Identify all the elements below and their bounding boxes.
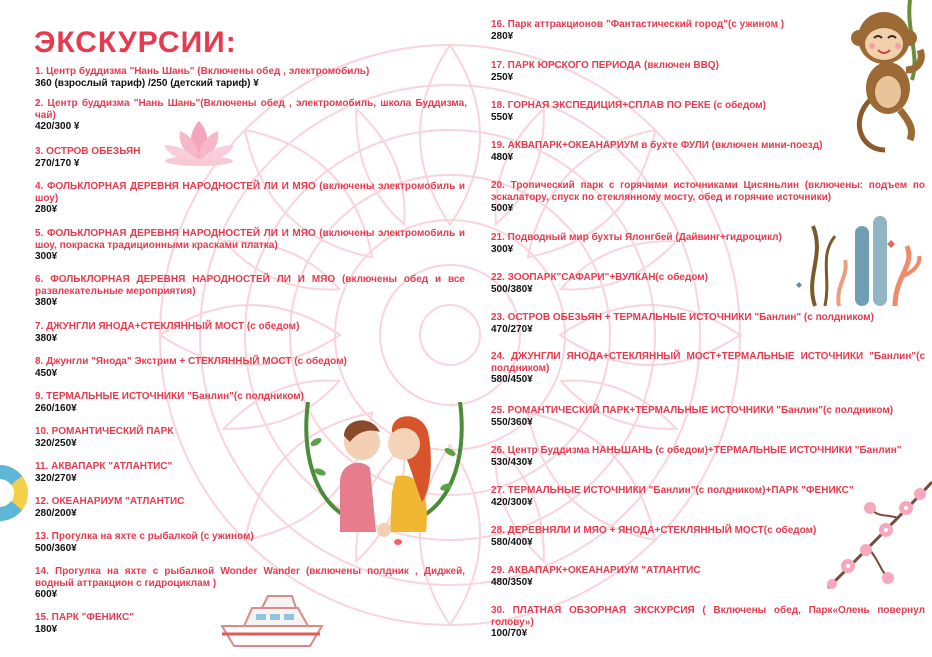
excursion-name: 8. Джунгли "Янода" Экстрим + СТЕКЛЯННЫЙ МОСТ (с обедом): [35, 356, 347, 367]
excursion-name: 25. РОМАНТИЧЕСКИЙ ПАРК+ТЕРМАЛЬНЫЕ ИСТОЧНИКИ "Банлин"(с полдником): [491, 405, 894, 416]
excursion-name: 30. ПЛАТНАЯ ОБЗОРНАЯ ЭКСКУРСИЯ ( Включены обед, Парк«Олень повернул голову»): [491, 605, 925, 628]
list-item: [35, 228, 465, 263]
list-item: [35, 321, 465, 345]
coral-icon: [795, 206, 925, 310]
excursion-name: 18. ГОРНАЯ ЭКСПЕДИЦИЯ+СПЛАВ ПО РЕКЕ (с обедом): [491, 100, 766, 111]
excursion-price: 500/360¥: [35, 542, 77, 554]
excursion-name: 15. ПАРК "ФЕНИКС": [35, 612, 134, 623]
excursion-price: 470/270¥: [491, 323, 533, 335]
excursion-price: 320/270¥: [35, 472, 77, 484]
excursion-name: 10. РОМАНТИЧЕСКИЙ ПАРК: [35, 426, 174, 437]
excursion-name: 2. Центр буддизма "Нань Шань"(Включены обед , электромобиль, школа Буддизма, чай): [35, 98, 467, 121]
swim-ring-icon: [0, 460, 32, 526]
list-item: [35, 274, 465, 309]
excursion-name: 12. ОКЕАНАРИУМ "АТЛАНТИС: [35, 496, 185, 507]
excursion-price: 300¥: [491, 243, 514, 255]
list-item: [491, 312, 925, 336]
sakura-branch-icon: [808, 478, 932, 598]
excursion-price: 600¥: [35, 589, 58, 600]
list-item: [35, 146, 465, 170]
excursion-price: 530/430¥: [491, 456, 533, 468]
excursion-name: 22. ЗООПАРК"САФАРИ"+ВУЛКАН(с обедом): [491, 272, 708, 283]
excursion-price: 280¥: [35, 204, 58, 215]
excursion-price: 550¥: [491, 111, 514, 123]
excursion-name: 14. Прогулка на яхте с рыбалкой Wonder Wander (включены полдник , Диджей, водный аттракцион с гидроциклам ): [35, 566, 465, 589]
list-item: [35, 66, 465, 90]
excursion-name: 13. Прогулка на яхте с рыбалкой (с ужином): [35, 531, 254, 542]
excursion-price: 480¥: [491, 151, 514, 163]
excursion-name: 24. ДЖУНГЛИ ЯНОДА+СТЕКЛЯННЫЙ МОСТ+ТЕРМАЛЬНЫЕ ИСТОЧНИКИ "Банлин"(с полдником): [491, 351, 925, 374]
excursion-price: 420/300¥: [491, 496, 533, 508]
monkey-icon: [840, 0, 932, 160]
excursion-name: 23. ОСТРОВ ОБЕЗЬЯН + ТЕРМАЛЬНЫЕ ИСТОЧНИКИ "Банлин" (с полдником): [491, 312, 874, 323]
excursion-price: 450¥: [35, 367, 58, 379]
excursion-name: 17. ПАРК ЮРСКОГО ПЕРИОДА (включен BBQ): [491, 60, 719, 71]
excursion-price: 270/170 ¥: [35, 157, 80, 169]
excursion-name: 11. АКВАПАРК "АТЛАНТИС": [35, 461, 173, 472]
excursion-price: 480/350¥: [491, 576, 533, 588]
excursion-price: 280/200¥: [35, 507, 77, 519]
excursion-price: 380¥: [35, 297, 58, 308]
excursion-price: 550/360¥: [491, 416, 533, 428]
excursion-name: 9. ТЕРМАЛЬНЫЕ ИСТОЧНИКИ "Банлин"(с полдником): [35, 391, 304, 402]
excursion-name: 19. АКВАПАРК+ОКЕАНАРИУМ в бухте ФУЛИ (включен мини-поезд): [491, 140, 823, 151]
lotus-icon: [158, 117, 240, 167]
excursion-price: 280¥: [491, 30, 514, 42]
excursion-price: 320/250¥: [35, 437, 77, 449]
excursion-name: 28. ДЕРЕВНЯЛИ И МЯО + ЯНОДА+СТЕКЛЯННЫЙ МОСТ(с обедом): [491, 525, 817, 536]
excursion-price: 500¥: [491, 203, 514, 214]
excursion-name: 7. ДЖУНГЛИ ЯНОДА+СТЕКЛЯННЫЙ МОСТ (с обедом): [35, 321, 300, 332]
excursion-name: 20. Тропический парк с горячими источниками Цисяньлин (включены: подъем по эскалатору, спуск по стеклянному мосту, обед и горячие источники): [491, 180, 925, 203]
excursion-name: 3. ОСТРОВ ОБЕЗЬЯН: [35, 146, 141, 157]
excursion-name: 1. Центр буддизма "Нань Шань" (Включены обед , электромобиль): [35, 66, 370, 77]
excursion-price: 260/160¥: [35, 402, 77, 414]
excursion-price: 500/380¥: [491, 283, 533, 295]
excursion-price: 420/300 ¥: [35, 121, 80, 132]
excursion-price: 100/70¥: [491, 628, 528, 639]
list-item: [491, 445, 925, 469]
list-item: [491, 351, 925, 386]
excursion-name: 26. Центр Буддизма НАНЬШАНЬ (с обедом)+ТЕРМАЛЬНЫЕ ИСТОЧНИКИ "Банлин": [491, 445, 902, 456]
list-item: [35, 356, 465, 380]
excursion-price: 580/400¥: [491, 536, 533, 548]
excursion-name: 21. Подводный мир бухты Ялонгбей (Дайвинг+гидроцикл): [491, 232, 782, 243]
list-item: [35, 98, 467, 133]
list-item: [35, 181, 465, 216]
excursion-name: 6. ФОЛЬКЛОРНАЯ ДЕРЕВНЯ НАРОДНОСТЕЙ ЛИ И МЯО (включены обед и все развлекательные мероприятия): [35, 274, 465, 297]
excursion-price: 180¥: [35, 623, 58, 635]
excursion-price: 360 (взрослый тариф) /250 (детский тариф) ¥: [35, 77, 259, 89]
excursion-price: 250¥: [491, 71, 514, 83]
page-title: ЭКСКУРСИИ:: [34, 26, 237, 59]
couple-illustration: [300, 402, 468, 554]
excursion-name: 5. ФОЛЬКЛОРНАЯ ДЕРЕВНЯ НАРОДНОСТЕЙ ЛИ И МЯО (включены электромобиль и шоу, покраска традиционными красками платка): [35, 228, 465, 251]
excursion-name: 4. ФОЛЬКЛОРНАЯ ДЕРЕВНЯ НАРОДНОСТЕЙ ЛИ И МЯО (включены электромобиль и шоу): [35, 181, 465, 204]
excursion-price: 380¥: [35, 332, 58, 344]
excursion-price: 300¥: [35, 251, 58, 262]
excursion-name: 16. Парк аттракционов "Фантастический город"(с ужином ): [491, 19, 785, 30]
excursion-name: 29. АКВАПАРК+ОКЕАНАРИУМ "АТЛАНТИС: [491, 565, 701, 576]
list-item: [491, 405, 925, 429]
excursion-price: 580/450¥: [491, 374, 533, 385]
list-item: [491, 605, 925, 640]
yacht-icon: [218, 590, 326, 652]
excursion-name: 27. ТЕРМАЛЬНЫЕ ИСТОЧНИКИ "Банлин"(с полдником)+ПАРК "ФЕНИКС": [491, 485, 854, 496]
